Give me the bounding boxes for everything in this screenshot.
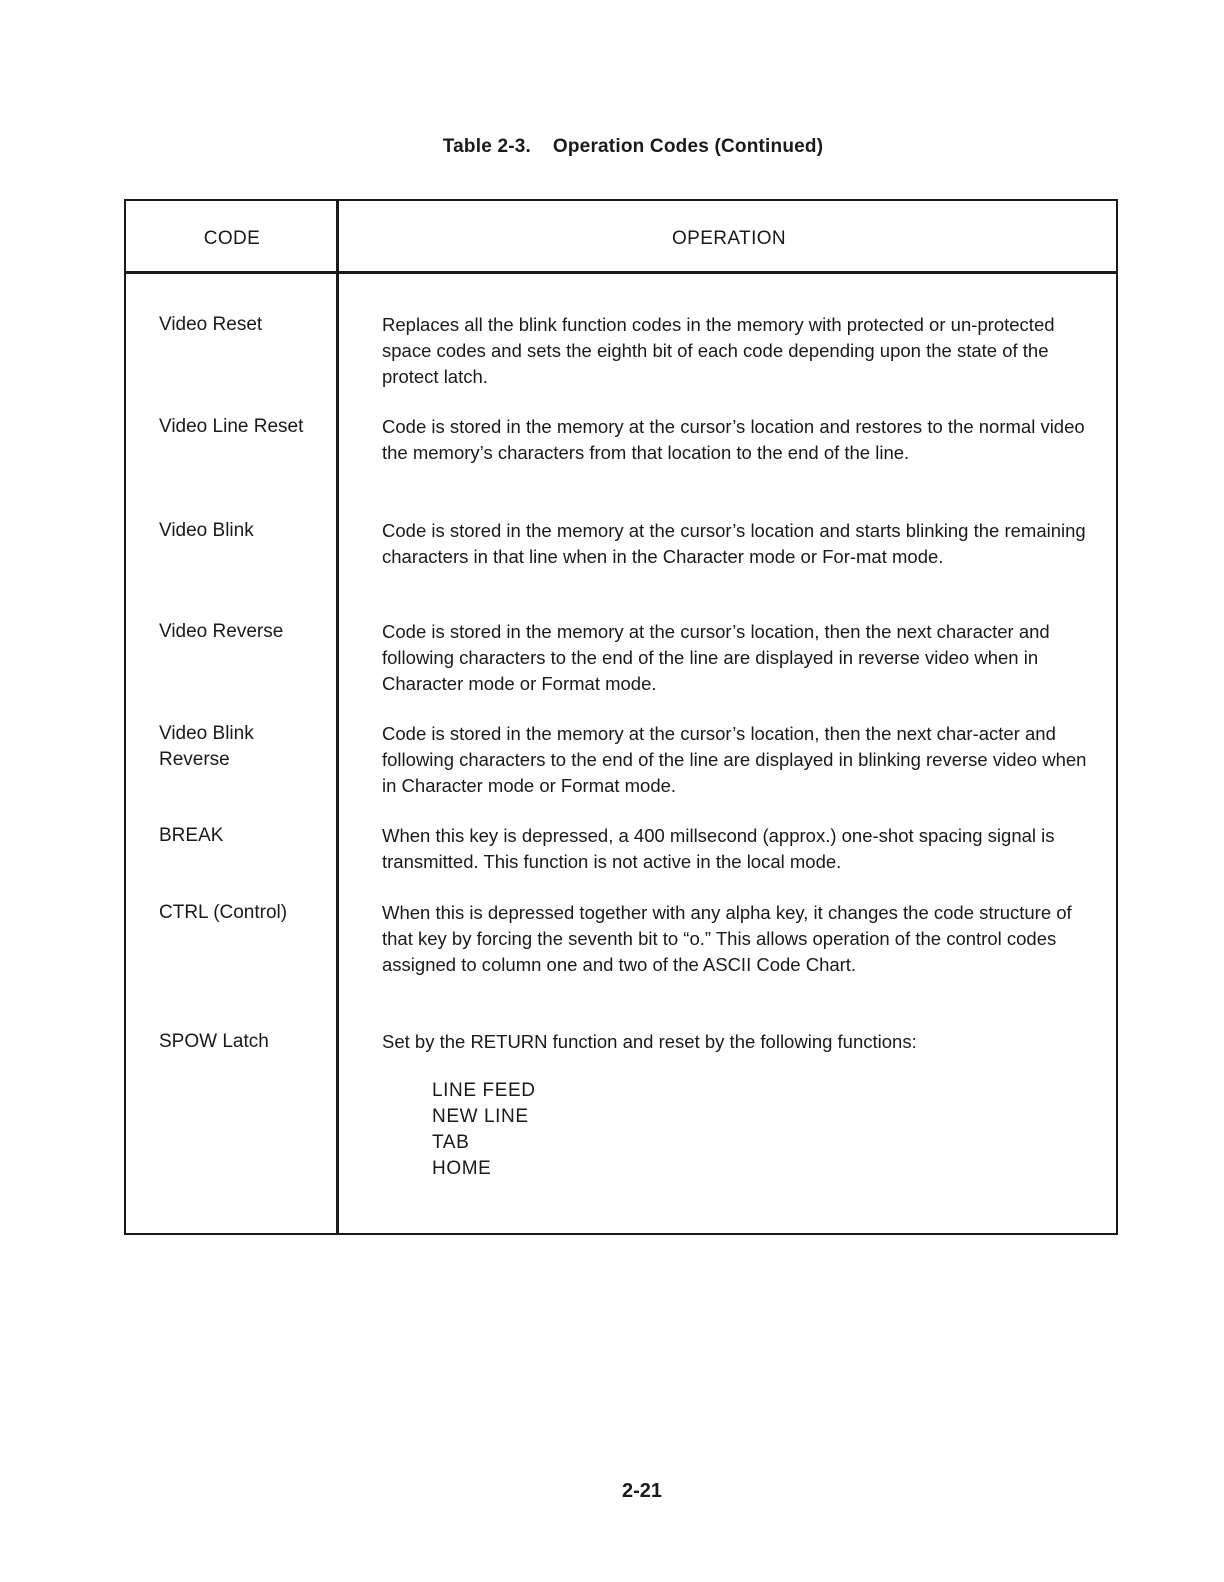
column-header-operation: OPERATION	[671, 228, 787, 249]
header-divider	[126, 271, 1116, 274]
operation-text: Set by the RETURN function and reset by the following functions:	[382, 1031, 917, 1052]
list-item: TAB	[432, 1132, 470, 1153]
operation-codes-table	[124, 199, 1118, 1235]
list-item: NEW LINE	[432, 1106, 529, 1127]
operation-cell: When this is depressed together with any alpha key, it changes the code structure of that key by forcing the seventh bit to “o.” This allows operation of the control codes assigned to column one and two of the ASCII Code Chart.	[382, 902, 1072, 975]
operation-cell: Code is stored in the memory at the cursor’s location and restores to the normal video the memory’s characters from that location to the end of the line.	[382, 416, 1085, 463]
column-header-code: CODE	[203, 228, 261, 249]
operation-cell: Code is stored in the memory at the cursor’s location and starts blinking the remaining characters in that line when in the Character mode or For-mat mode.	[382, 520, 1086, 567]
code-cell: Video Reverse	[159, 621, 284, 642]
code-cell: Video Line Reset	[159, 416, 304, 437]
column-divider	[336, 201, 339, 1233]
operation-cell	[382, 1029, 1092, 1182]
operation-cell: Replaces all the blink function codes in the memory with protected or un-protected space codes and sets the eighth bit of each code depending upon the state of the protect latch.	[382, 314, 1055, 387]
list-item: LINE FEED	[432, 1080, 536, 1101]
list-item: HOME	[432, 1158, 492, 1179]
table-title: Table 2-3. Operation Codes (Continued)	[442, 136, 824, 157]
code-cell: CTRL (Control)	[159, 902, 288, 923]
code-cell: Video Reset	[159, 314, 263, 335]
reset-function-list	[432, 1078, 1092, 1182]
code-cell: SPOW Latch	[159, 1031, 269, 1052]
operation-cell: Code is stored in the memory at the cursor’s location, then the next char-acter and following characters to the end of the line are displayed in blinking reverse video when in Character mode or Format mode.	[382, 723, 1087, 796]
page-number: 2-21	[621, 1480, 663, 1502]
code-cell: Video Blink Reverse	[159, 723, 254, 770]
operation-cell: Code is stored in the memory at the cursor’s location, then the next character and following characters to the end of the line are displayed in reverse video when in Character mode or Format mode.	[382, 621, 1050, 694]
operation-cell: When this key is depressed, a 400 millsecond (approx.) one-shot spacing signal is transmitted. This function is not active in the local mode.	[382, 825, 1055, 872]
code-cell: BREAK	[159, 825, 224, 846]
code-cell: Video Blink	[159, 520, 254, 541]
